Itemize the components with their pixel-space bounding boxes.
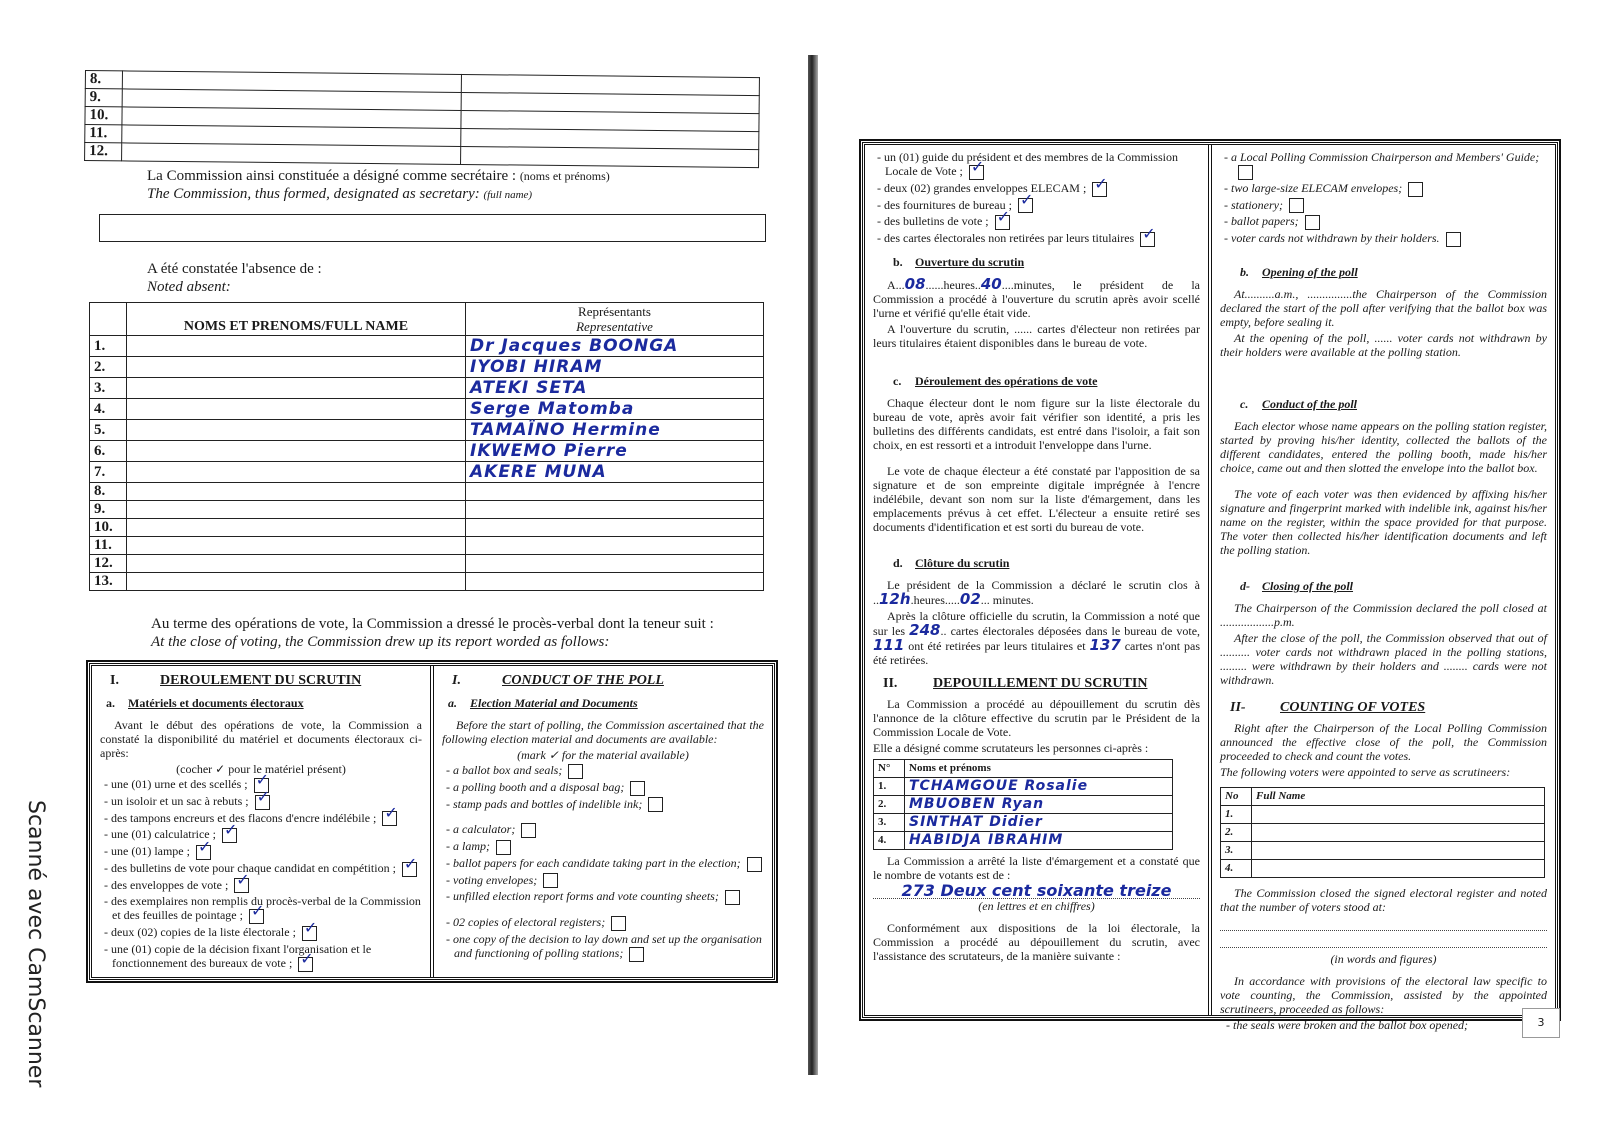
absent-name-cell[interactable] <box>127 519 466 537</box>
absent-name-cell[interactable] <box>127 336 466 357</box>
absent-name-cell[interactable] <box>127 462 466 483</box>
materials-checklist-en-continued: - a Local Polling Commission Chairperson and Members' Guide; - two large-size ELECAM envelopes; - stationery; - ballot papers; - voter cards not withdrawn by their holders. <box>1224 150 1540 245</box>
representative-cell[interactable]: Dr Jacques BOONGA <box>466 336 764 357</box>
opening-title: Ouverture du scrutin <box>915 254 1025 269</box>
representative-cell[interactable]: ATEKI SETA <box>466 378 764 399</box>
counting-title: DEPOUILLEMENT DU SCRUTIN <box>933 675 1148 691</box>
member-extra-cell[interactable] <box>461 146 759 167</box>
absent-row: 4. Serge Matomba <box>90 399 764 420</box>
absent-name-cell[interactable] <box>127 420 466 441</box>
absent-row: 6. IKWEMO Pierre <box>90 441 764 462</box>
checkbox-ballots[interactable] <box>995 215 1010 230</box>
materials-checklist-en: - a ballot box and seals; - a polling booth and a disposal bag; - stamp pads and bottles of indelible ink; - a calculator; - a lamp; - ballot papers for each candidate taking part in the election; - voting envelopes; - unfilled election report forms and vote counting sheets; - 02 copies of electoral registers; - one copy of the decision to lay down and set up the organisation and functioning of polling stations; <box>446 763 762 960</box>
absent-name-cell[interactable] <box>127 501 466 519</box>
checkbox-elecam-envelopes[interactable] <box>1092 182 1107 197</box>
scrutineer-name-cell[interactable]: SINTHAT Didier <box>905 813 1173 831</box>
members-table-continued: 8. 9. 10. 11. 12. <box>84 70 760 168</box>
checkbox-ballot-papers[interactable] <box>402 862 417 877</box>
checkbox-lamp[interactable] <box>196 845 211 860</box>
checkbox-voter-cards-en[interactable] <box>1446 232 1461 247</box>
absent-row: 5. TAMAÏNO Hermine <box>90 420 764 441</box>
checkbox-voting-envelopes[interactable] <box>234 878 249 893</box>
section-I-box <box>89 663 775 980</box>
absent-name-cell[interactable] <box>127 573 466 591</box>
scrutineer-row: 2. MBUOBEN Ryan <box>874 795 1173 813</box>
checkbox-guide-en[interactable] <box>1238 165 1253 180</box>
right-page-box <box>862 142 1558 1032</box>
scrutineer-row: 3. <box>1221 841 1545 859</box>
representative-cell[interactable] <box>466 501 764 519</box>
scrutineer-name-cell[interactable] <box>1252 841 1545 859</box>
closing-hours-field[interactable]: 12h <box>879 589 911 608</box>
representative-cell[interactable]: AKERE MUNA <box>466 462 764 483</box>
representative-cell[interactable] <box>466 555 764 573</box>
col-full-name: NOMS ET PRENOMS/FULL NAME <box>127 303 466 336</box>
secretary-label: La Commission ainsi constituée a désigné comme secrétaire : (noms et prénoms) The Commission, thus formed, designated as secretary: (full name) <box>147 168 610 202</box>
representative-cell[interactable]: Serge Matomba <box>466 399 764 420</box>
checkbox-stationery-en[interactable] <box>1289 198 1304 213</box>
absent-name-cell[interactable] <box>127 555 466 573</box>
checkbox-polling-booth[interactable] <box>255 795 270 810</box>
absent-table <box>89 302 764 591</box>
absent-name-cell[interactable] <box>127 357 466 378</box>
absent-name-cell[interactable] <box>127 441 466 462</box>
materials-checklist-fr-continued: - un (01) guide du président et des membres de la Commission Locale de Vote ;✓ - deux (02) grandes enveloppes ELECAM ;✓ - des fournitures de bureau ;✓ - des bulletins de vote ;✓ - des cartes électorales non retirées par leurs titulaires✓ <box>873 150 1200 247</box>
checkbox-stamp-pads[interactable] <box>382 811 397 826</box>
absent-row: 1. Dr Jacques BOONGA <box>90 336 764 357</box>
scrutineers-table-fr: N° Noms et prénoms 1. TCHAMGOUE Rosalie 2. MBUOBEN Ryan 3. SINTHAT Didier 4. HABIDJA IBRAHIM <box>873 759 1173 850</box>
checkbox-elecam-envelopes-en[interactable] <box>1408 182 1423 197</box>
scrutineer-row: 3. SINTHAT Didier <box>874 813 1173 831</box>
scrutineer-row: 4. HABIDJA IBRAHIM <box>874 831 1173 849</box>
voters-count-field-en[interactable] <box>1220 918 1547 931</box>
checkbox-electoral-registers[interactable] <box>302 926 317 941</box>
checkbox-ballots-en[interactable] <box>1305 215 1320 230</box>
absent-label: A été constatée l'absence de : Noted absent: <box>147 261 322 295</box>
checkbox-decision-copy[interactable] <box>298 957 313 972</box>
checkbox-report-forms[interactable] <box>249 909 264 924</box>
scrutineer-name-cell[interactable] <box>1252 805 1545 823</box>
checkbox-decision-copy-en[interactable] <box>629 947 644 962</box>
representative-cell[interactable] <box>466 483 764 501</box>
representative-cell[interactable]: IKWEMO Pierre <box>466 441 764 462</box>
section-I-english: I. CONDUCT OF THE POLL a. Election Material and Documents Before the start of polling, the Commission ascertained that the following election material and documents are available: (mark ✓ for the material available) - a ballot box and seals; - a polling booth and a disposal bag; - stamp pads and bottles of indelible ink; - a calculator; - a lamp; - ballot papers for each candidate taking part in the election; - voting envelopes; - unfilled election report forms and vote counting sheets; - 02 copies of electoral registers; - one copy of the decision to lay down and set up the organisation and functioning of polling stations; <box>430 666 772 977</box>
absent-row: 7. AKERE MUNA <box>90 462 764 483</box>
right-french-column: - un (01) guide du président et des membres de la Commission Locale de Vote ;✓ - deux (02) grandes enveloppes ELECAM ;✓ - des fournitures de bureau ;✓ - des bulletins de vote ;✓ - des cartes électorales non retirées par leurs titulaires✓ b. Ouverture du scrutin A...08......heures..40....minutes, le président de la Commission a procédé à l'ouverture du scrutin après avoir scellé l'urne et vérifié qu'elle était vide. A l'ouverture du scrutin, ...... cartes d'électeur non retirées par leurs titulaires étaient disponibles dans le bureau de vote. c. Déroulement des opérations de vote Chaque électeur dont le nom figure sur la liste électorale du bureau de vote, après avoir fait vérifier son identité, a pris les bulletins des différents candidats, est entré dans l'isoloir, a fait son choix, en est ressorti et a introduit l'enveloppe dans l'urne. Le vote de chaque électeur a été constaté par l'apposition de sa signature et de son empreinte digitale imprégnée à l'encre indélébile, devant son nom sur la liste d'émargement, dans les emplacements prévus à cet effet. L'électeur a ensuite retiré ses documents d'identification et est sorti du bureau de vote. d. Clôture du scrutin Le président de la Commission a déclaré le scrutin clos à ..12h.heures.....02... minutes. Après la clôture officielle du scrutin, la Commission a noté que sur les 248.. cartes électorales déposées dans le bureau de vote, 111 ont été retirées par leurs titulaires et 137 cartes n'ont pas été retirées. II. DEPOUILLEMENT DU SCRUTIN La Commission a procédé au dépouillement du scrutin dès l'annonce de la clôture effective du scrutin par le Président de la Commission Locale de Vote. Elle a désigné comme scrutateurs les personnes ci-après : N° Noms et prénoms 1. TCHAMGOUE Rosalie 2. MBUOBEN Ryan 3. SINTHAT Didier 4. HABIDJA IBRAHIM La Commission a arrêté la liste d'émargement et a constaté que le nombre de votants est de : 273 Deux cent soixante treize (en lettres et en chiffres) Conformément aux dispositions de la loi électorale, la Commission a procédé au dépouillement du scrutin, avec l'assistance des scrutateurs, de la manière suivante : <box>865 145 1208 1015</box>
cards-total-field[interactable]: 248 <box>909 620 941 639</box>
absent-row: 3. ATEKI SETA <box>90 378 764 399</box>
checkbox-ballot-box-en[interactable] <box>568 764 583 779</box>
checkbox-stationery[interactable] <box>1018 198 1033 213</box>
right-english-column: - a Local Polling Commission Chairperson and Members' Guide; - two large-size ELECAM envelopes; - stationery; - ballot papers; - voter cards not withdrawn by their holders. b. Opening of the poll At..........a.m., ...............the Chairperson of the Commission declared the start of the poll after verifying that the ballot box was empty, before sealing it. At the opening of the poll, ...... voter cards not withdrawn by their holders were available at the polling station. c. Conduct of the poll Each elector whose name appears on the polling station register, started by proving his/her identity, collected the ballots of the different candidates, entered the polling booth, made his/her choice, came out and then slotted the envelope into the ballot box. The vote of each voter was then evidenced by affixing his/her signature and fingerprint marked with indelible ink, against his/her name on the register, within the space provided for that purpose. The voter then collected his/her identification documents and left the polling station. d- Closing of the poll The Chairperson of the Commission declared the poll closed at ..................p.m. After the close of the poll, the Commission observed that out of .......... voter cards not withdrawn placed in the polling stations, ......... were withdrawn by their holders and ........ cards were not withdrawn. II- COUNTING OF VOTES Right after the Chairperson of the Local Polling Commission announced the effective close of the poll, the Commission proceeded to check and count the votes. The following voters were appointed to serve as scrutineers: No Full Name 1. 2. 3. 4. The Commission closed the signed electoral register and noted that the number of voters stood at: (in words and figures) In accordance with provisions of the electoral law specific to vote counting, the Commission, assisted by the appointed scrutineers, proceeded as follows: - the seals were broken and the ballot box opened; <box>1208 145 1555 1015</box>
absent-row: 12. <box>90 555 764 573</box>
representative-cell[interactable] <box>466 519 764 537</box>
absent-row: 9. <box>90 501 764 519</box>
absent-row: 13. <box>90 573 764 591</box>
scrutineer-row: 4. <box>1221 859 1545 877</box>
opening-hours-field[interactable]: 08 <box>904 274 926 293</box>
scrutineer-name-cell[interactable]: TCHAMGOUE Rosalie <box>905 777 1173 795</box>
report-intro: Au terme des opérations de vote, la Commission a dressé le procès-verbal dont la teneur suit : At the close of voting, the Commission drew up its report worded as follows: <box>151 616 714 650</box>
scrutineers-table-en: No Full Name 1. 2. 3. 4. <box>1220 787 1545 878</box>
checkbox-voting-envelopes-en[interactable] <box>543 873 558 888</box>
cards-not-withdrawn-field[interactable]: 137 <box>1089 635 1121 654</box>
absent-name-cell[interactable] <box>127 537 466 555</box>
materials-checklist-fr: - une (01) urne et des scellés ;✓ - un isoloir et un sac à rebuts ;✓ - des tampons encreurs et des flacons d'encre indélébile ;✓ - une (01) calculatrice ;✓ - une (01) lampe ;✓ - des bulletins de vote pour chaque candidat en compétition ;✓ - des enveloppes de vote ;✓ - des exemplaires non remplis du procès-verbal de la Commission et des feuilles de pointage ;✓ - deux (02) copies de la liste électorale ;✓ - une (01) copie de la décision fixant l'organisation et le fonctionnement des bureaux de vote ;✓ <box>100 777 422 972</box>
section-I-french: I. DEROULEMENT DU SCRUTIN a. Matériels et documents électoraux Avant le début des opérations de vote, la Commission a constaté la disponibilité du matériel et documents électoraux ci-après: (cocher ✓ pour le matériel présent) - une (01) urne et des scellés ;✓ - un isoloir et un sac à rebuts ;✓ - des tampons encreurs et des flacons d'encre indélébile ;✓ - une (01) calculatrice ;✓ - une (01) lampe ;✓ - des bulletins de vote pour chaque candidat en compétition ;✓ - des enveloppes de vote ;✓ - des exemplaires non remplis du procès-verbal de la Commission et des feuilles de pointage ;✓ - deux (02) copies de la liste électorale ;✓ - une (01) copie de la décision fixant l'organisation et le fonctionnement des bureaux de vote ;✓ <box>92 666 430 977</box>
absent-name-cell[interactable] <box>127 483 466 501</box>
opening-minutes-field[interactable]: 40 <box>980 274 1002 293</box>
scrutineer-name-cell[interactable]: MBUOBEN Ryan <box>905 795 1173 813</box>
cards-withdrawn-field[interactable]: 111 <box>873 635 905 654</box>
scrutineer-row: 1. <box>1221 805 1545 823</box>
closing-minutes-field[interactable]: 02 <box>959 589 981 608</box>
absent-row: 11. <box>90 537 764 555</box>
representative-cell[interactable] <box>466 537 764 555</box>
scrutineer-name-cell[interactable]: HABIDJA IBRAHIM <box>905 831 1173 849</box>
absent-name-cell[interactable] <box>127 399 466 420</box>
camscanner-watermark: Scanné avec CamScanner <box>23 800 48 1088</box>
member-name-cell[interactable] <box>122 143 461 165</box>
page-number: 3 <box>1522 1008 1560 1038</box>
section-title: CONDUCT OF THE POLL <box>502 673 664 688</box>
section-title: DEROULEMENT DU SCRUTIN <box>160 673 362 688</box>
secretary-field[interactable] <box>99 214 766 242</box>
checkbox-polling-booth-en[interactable] <box>630 781 645 796</box>
checkbox-stamp-pads-en[interactable] <box>648 797 663 812</box>
checkbox-voter-cards[interactable] <box>1140 232 1155 247</box>
representative-cell[interactable] <box>466 573 764 591</box>
checkbox-report-forms-en[interactable] <box>725 890 740 905</box>
checkbox-guide[interactable] <box>969 165 984 180</box>
absent-row: 8. <box>90 483 764 501</box>
scrutineer-name-cell[interactable] <box>1252 859 1545 877</box>
representative-cell[interactable]: TAMAÏNO Hermine <box>466 420 764 441</box>
checkbox-lamp-en[interactable] <box>496 840 511 855</box>
scrutineer-row: 1. TCHAMGOUE Rosalie <box>874 777 1173 795</box>
voters-count-field[interactable]: 273 Deux cent soixante treize <box>873 884 1200 899</box>
checkbox-calculator[interactable] <box>222 828 237 843</box>
scrutineer-row: 2. <box>1221 823 1545 841</box>
col-representative: Représentants Representative <box>466 303 764 336</box>
checkbox-calculator-en[interactable] <box>521 823 536 838</box>
checkbox-ballot-papers-en[interactable] <box>747 857 762 872</box>
representative-cell[interactable]: IYOBI HIRAM <box>466 357 764 378</box>
scrutineer-name-cell[interactable] <box>1252 823 1545 841</box>
absent-row: 2. IYOBI HIRAM <box>90 357 764 378</box>
page-spine-divider <box>808 55 818 1075</box>
left-page <box>85 70 785 1070</box>
absent-name-cell[interactable] <box>127 378 466 399</box>
checkbox-electoral-registers-en[interactable] <box>611 916 626 931</box>
absent-row: 10. <box>90 519 764 537</box>
